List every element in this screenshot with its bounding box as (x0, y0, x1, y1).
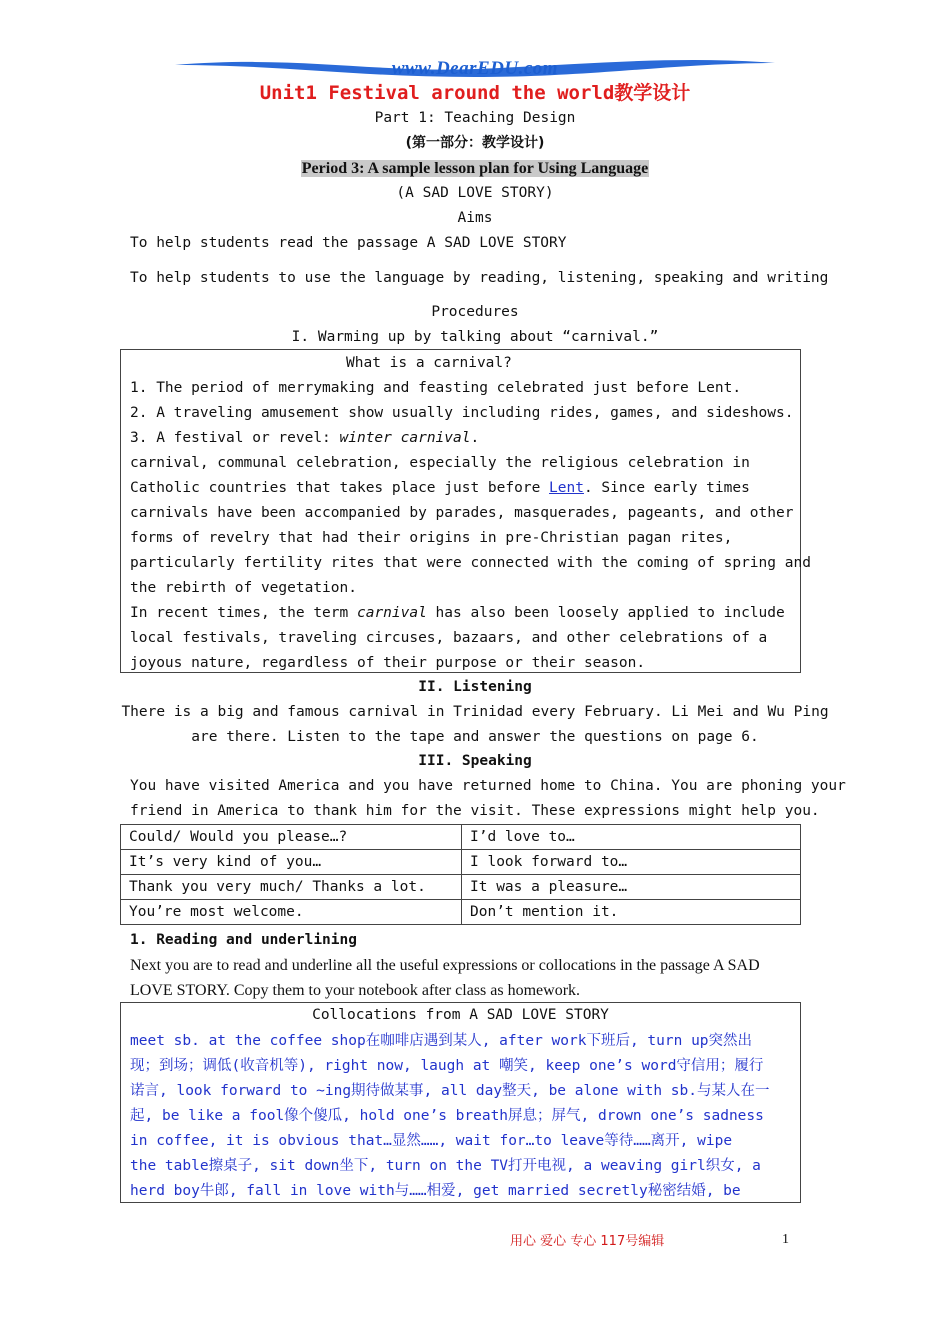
paragraph-text: . Since early times (583, 480, 750, 496)
definition-text: . (470, 430, 480, 446)
table-cell: You’re most welcome. (121, 900, 462, 925)
table-cell: It was a pleasure… (462, 875, 801, 900)
table-cell: I look forward to… (462, 850, 801, 875)
story-subtitle: (A SAD LOVE STORY) (396, 185, 554, 201)
footer-note: 用心 爱心 专心 117号编辑 (510, 1234, 665, 1249)
collocation-line: 起, be like a fool像个傻瓜, hold one’s breath屏息；屏气, drown one’s sadness (130, 1108, 764, 1124)
paragraph-line: particularly fertility rites that were connected with the coming of spring and (130, 555, 811, 571)
period-highlight: Period 3: A sample lesson plan for Using Language (301, 160, 649, 177)
aim-item: To help students to use the language by reading, listening, speaking and writing (130, 270, 829, 286)
paragraph-line: joyous nature, regardless of their purpose or their season. (130, 655, 646, 671)
definition-example: winter carnival (339, 430, 471, 446)
collocation-line: the table擦桌子, sit down坐下, turn on the TV打开电视, a weaving girl织女, a (130, 1158, 761, 1174)
speaking-text: friend in America to thank him for the visit. These expressions might help you. (130, 803, 820, 819)
warming-up-heading: I. Warming up by talking about “carnival.” (291, 329, 659, 345)
table-cell: I’d love to… (462, 825, 801, 850)
period-heading (0, 156, 950, 181)
listening-text: There is a big and famous carnival in Trinidad every February. Li Mei and Wu Ping (121, 704, 829, 720)
table-row (121, 900, 801, 925)
lent-link[interactable]: Lent (549, 480, 584, 496)
paragraph-line: local festivals, traveling circuses, bazaars, and other celebrations of a (130, 630, 768, 646)
procedures-heading: Procedures (431, 304, 519, 320)
listening-text: are there. Listen to the tape and answer the questions on page 6. (191, 729, 759, 745)
title-zh: 教学设计 (614, 82, 691, 104)
title-en: Unit1 Festival around the world (259, 82, 615, 104)
site-logo-text[interactable]: www.DearEDU.com (391, 58, 559, 79)
paragraph-line: carnival, communal celebration, especially the religious celebration in (130, 455, 750, 471)
page-number: 1 (782, 1232, 789, 1247)
reading-text: Next you are to read and underline all the useful expressions or collocations in the passage A SAD (130, 957, 760, 974)
aim-item: To help students read the passage A SAD LOVE STORY (130, 235, 567, 251)
table-row (121, 825, 801, 850)
paragraph-text: In recent times, the term (130, 605, 357, 621)
part-heading: Part 1: Teaching Design (374, 110, 576, 126)
table-cell: Thank you very much/ Thanks a lot. (121, 875, 462, 900)
table-cell: Could/ Would you please…? (121, 825, 462, 850)
paragraph-line: the rebirth of vegetation. (130, 580, 357, 596)
collocation-line: in coffee, it is obvious that…显然……, wait for…to leave等待……离开, wipe (130, 1133, 733, 1149)
definition-text: 3. A festival or revel: (130, 430, 340, 446)
speaking-text: You have visited America and you have returned home to China. You are phoning your (130, 778, 846, 794)
table-cell: Don’t mention it. (462, 900, 801, 925)
table-row (121, 875, 801, 900)
reading-heading: 1. Reading and underlining (130, 932, 357, 948)
table-row (121, 850, 801, 875)
page-title (0, 81, 950, 106)
paragraph-line (130, 601, 785, 626)
paragraph-line (130, 476, 750, 501)
collocation-line: 诺言, look forward to ~ing期待做某事, all day整天, be alone with sb.与某人在一 (130, 1083, 770, 1099)
paragraph-text: Catholic countries that takes place just before (130, 480, 550, 496)
collocations-title: Collocations from A SAD LOVE STORY (312, 1007, 609, 1023)
collocation-line: herd boy牛郎, fall in love with与……相爱, get married secretly秘密结婚, be (130, 1183, 741, 1199)
carnival-box-title: What is a carnival? (346, 355, 512, 371)
listening-heading: II. Listening (418, 679, 532, 695)
aims-heading: Aims (457, 210, 493, 226)
table-cell: It’s very kind of you… (121, 850, 462, 875)
paragraph-line: carnivals have been accompanied by parades, masquerades, pageants, and other (130, 505, 794, 521)
part-heading-zh: (第一部分：教学设计) (405, 135, 545, 151)
carnival-term: carnival (356, 605, 427, 621)
speaking-heading: III. Speaking (418, 753, 532, 769)
definition-line: 1. The period of merrymaking and feasting celebrated just before Lent. (130, 380, 742, 396)
expressions-table (120, 824, 801, 925)
definition-line (130, 426, 479, 451)
paragraph-text: has also been loosely applied to include (426, 605, 785, 621)
collocation-line: meet sb. at the coffee shop在咖啡店遇到某人, after work下班后, turn up突然出 (130, 1033, 753, 1049)
reading-text: LOVE STORY. Copy them to your notebook after class as homework. (130, 982, 581, 999)
collocation-line: 现；到场；调低(收音机等), right now, laugh at 嘲笑, keep one’s word守信用；履行 (130, 1058, 764, 1074)
definition-line: 2. A traveling amusement show usually including rides, games, and sideshows. (130, 405, 794, 421)
paragraph-line: forms of revelry that had their origins in pre-Christian pagan rites, (130, 530, 733, 546)
